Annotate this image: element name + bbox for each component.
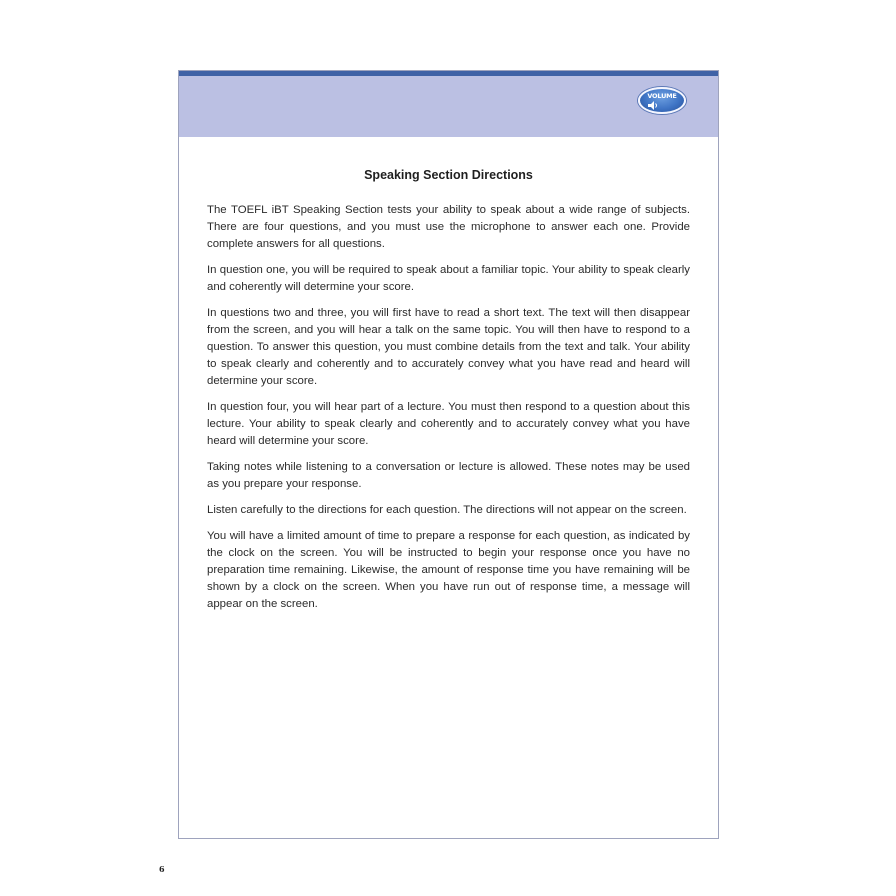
paragraph-intro: The TOEFL iBT Speaking Section tests your ability to speak about a wide range of subjects. There are four questions, and you must use the microphone to answer each one. Provide complete answers for all questions. (207, 204, 690, 250)
paragraph-question-four: In question four, you will hear part of a lecture. You must then respond to a question about this lecture. Your ability to speak clearly and coherently and to accurately convey what you have heard will determine your score. (207, 401, 690, 447)
test-screen-frame (178, 70, 719, 839)
paragraph-listen: Listen carefully to the directions for each question. The directions will not appear on the screen. (207, 504, 687, 516)
volume-button[interactable] (638, 87, 686, 114)
paragraph-questions-two-three: In questions two and three, you will first have to read a short text. The text will then disappear from the screen, and you will hear a talk on the same topic. You will then have to respond to a question. To answer this question, you must combine details from the text and talk. Your ability to speak clearly and coherently and to accurately convey what you have read and heard will determine your score. (207, 307, 690, 387)
paragraph-question-one: In question one, you will be required to speak about a familiar topic. Your ability to speak clearly and coherently will determine your score. (207, 264, 690, 293)
paragraph-notes: Taking notes while listening to a conversation or lecture is allowed. These notes may be used as you prepare your response. (207, 461, 690, 490)
header-band (179, 71, 718, 137)
speaker-icon (648, 101, 659, 110)
directions-content (207, 168, 690, 622)
page-title: Speaking Section Directions (364, 168, 533, 182)
volume-label: VOLUME (647, 92, 677, 100)
paragraph-time: You will have a limited amount of time to prepare a response for each question, as indicated by the clock on the screen. You will be instructed to begin your response once you have no preparation time remaining. Likewise, the amount of response time you have remaining will be shown by a clock on the screen. When you have run out of response time, a message will appear on the screen. (207, 530, 690, 610)
page-number: 6 (159, 864, 165, 874)
